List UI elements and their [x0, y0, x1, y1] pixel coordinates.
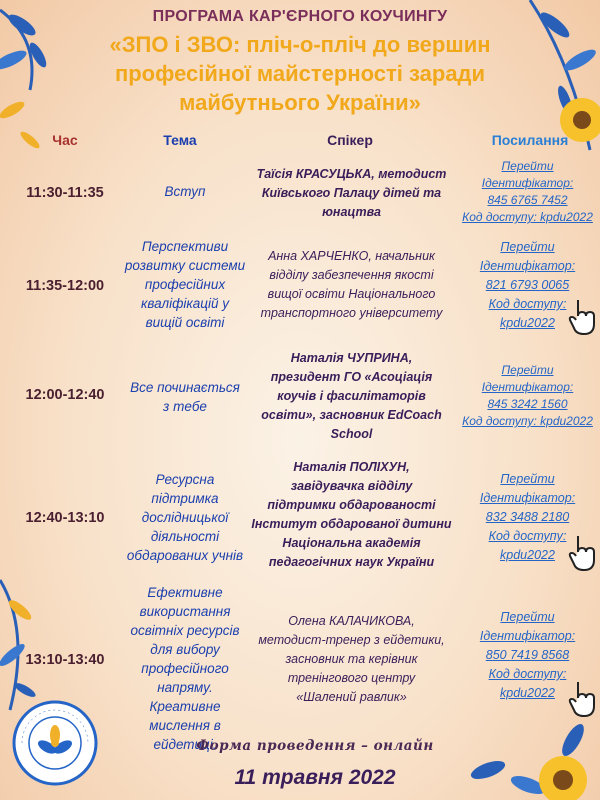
speaker-line: підтримки обдарованості — [267, 498, 436, 512]
passcode[interactable]: Код доступу: kpdu2022 — [462, 210, 593, 224]
row-topic — [120, 583, 250, 754]
speaker-line: Анна ХАРЧЕНКО, начальник — [268, 249, 435, 263]
meeting-id-value[interactable]: 850 7419 8568 — [485, 648, 570, 662]
speaker-line: Таїсія КРАСУЦЬКА, методист — [256, 167, 447, 181]
row-link[interactable] — [455, 362, 600, 430]
passcode-value[interactable]: kpdu2022 — [500, 548, 555, 562]
topic-line: кваліфікацій у — [141, 296, 229, 311]
row-speaker — [245, 165, 458, 222]
row-time: 11:35-12:00 — [25, 278, 105, 294]
topic-line: Перспективи — [141, 239, 229, 254]
speaker-line: транспортного університету — [260, 306, 443, 320]
join-link[interactable]: Перейти — [501, 363, 554, 377]
speaker-line: завідувачка відділу — [290, 479, 413, 493]
passcode-label[interactable]: Код доступу: — [488, 529, 567, 543]
meeting-id-value[interactable]: 845 3242 1560 — [487, 397, 568, 411]
join-link[interactable]: Перейти — [500, 610, 555, 624]
topic-line: Вступ — [164, 184, 206, 199]
topic-line: дослідницької — [141, 510, 229, 525]
row-link[interactable] — [455, 158, 600, 226]
pointing-hand-icon — [568, 678, 600, 718]
column-header-time: Час — [52, 132, 78, 148]
speaker-line: коучів і фасилітаторів — [277, 389, 426, 403]
topic-line: напряму. Креативне — [149, 680, 221, 714]
topic-line: Ефективне — [147, 585, 223, 600]
join-link[interactable]: Перейти — [501, 159, 554, 173]
row-topic — [120, 237, 250, 332]
meeting-id-value[interactable]: 845 6765 7452 — [487, 193, 568, 207]
meeting-id-label[interactable]: Ідентифікатор: — [479, 629, 576, 643]
palace-logo-seal — [12, 700, 98, 786]
speaker-line: освіти», засновник EdCoach — [261, 408, 442, 422]
row-speaker — [245, 247, 458, 323]
topic-line: мислення в — [149, 718, 221, 733]
speaker-line: педагогічних наук України — [268, 555, 435, 569]
event-format: Форма проведення – онлайн — [196, 738, 434, 754]
join-link[interactable]: Перейти — [500, 472, 555, 486]
meeting-id-label[interactable]: Ідентифікатор: — [481, 176, 574, 190]
meeting-id-label[interactable]: Ідентифікатор: — [479, 491, 576, 505]
meeting-id-value[interactable]: 821 6793 0065 — [485, 278, 570, 292]
program-title-line: професійної майстерності заради — [114, 61, 486, 86]
topic-line: для вибору — [150, 642, 220, 657]
speaker-line: Олена КАЛАЧИКОВА, — [288, 614, 415, 628]
event-date: 11 травня 2022 — [234, 766, 396, 789]
speaker-line: Наталія ЧУПРИНА, — [290, 351, 413, 365]
program-title-line: майбутнього України» — [179, 90, 421, 115]
row-topic — [120, 182, 250, 201]
column-header-link: Посилання — [491, 132, 569, 148]
speaker-line: Київського Палацу дітей та — [261, 186, 442, 200]
speaker-line: вищої освіти Національного — [267, 287, 436, 301]
row-time: 12:00-12:40 — [25, 387, 105, 403]
passcode-label[interactable]: Код доступу: — [488, 667, 567, 681]
program-title-line: «ЗПО і ЗВО: пліч-о-пліч до вершин — [109, 32, 491, 57]
topic-line: обдарованих учнів — [126, 548, 244, 563]
row-speaker — [245, 349, 458, 444]
meeting-id-label[interactable]: Ідентифікатор: — [479, 259, 576, 273]
leaf-decoration-left-side — [0, 560, 60, 720]
column-header-speaker: Спікер — [327, 132, 373, 148]
topic-line: освітніх ресурсів — [130, 623, 240, 638]
row-speaker — [245, 458, 458, 572]
speaker-line: методист-тренер з ейдетики, — [258, 633, 445, 647]
topic-line: професійних — [144, 277, 226, 292]
speaker-line: президент ГО «Асоціація — [270, 370, 433, 384]
topic-line: ейдетиці. — [153, 737, 217, 752]
topic-line: розвитку системи — [124, 258, 246, 273]
pointing-hand-icon — [568, 296, 600, 336]
topic-line: вищій освіті — [145, 315, 225, 330]
speaker-line: відділу забезпечення якості — [269, 268, 434, 282]
topic-line: підтримка — [151, 491, 219, 506]
row-topic — [120, 378, 250, 416]
row-speaker — [245, 612, 458, 707]
program-subtitle: ПРОГРАМА КАР'ЄРНОГО КОУЧИНГУ — [152, 8, 448, 25]
column-header-topic: Тема — [163, 132, 197, 148]
meeting-id-label[interactable]: Ідентифікатор: — [481, 380, 574, 394]
speaker-line: юнацтва — [322, 205, 381, 219]
row-time: 12:40-13:10 — [25, 510, 105, 526]
topic-line: Ресурсна — [155, 472, 215, 487]
topic-line: використання — [139, 604, 231, 619]
passcode[interactable]: Код доступу: kpdu2022 — [462, 414, 593, 428]
row-time: 11:30-11:35 — [26, 185, 104, 201]
speaker-line: Інститут обдарованої дитини — [251, 517, 452, 531]
speaker-line: засновник та керівник — [285, 652, 418, 666]
speaker-line: School — [330, 427, 373, 441]
passcode-value[interactable]: kpdu2022 — [500, 686, 555, 700]
speaker-line: Наталія ПОЛІХУН, — [293, 460, 410, 474]
topic-line: з тебе — [163, 399, 207, 414]
passcode-label[interactable]: Код доступу: — [488, 297, 567, 311]
speaker-line: Національна академія — [282, 536, 421, 550]
topic-line: Все починається — [130, 380, 240, 395]
join-link[interactable]: Перейти — [500, 240, 555, 254]
row-topic — [120, 470, 250, 565]
topic-line: професійного — [141, 661, 229, 676]
speaker-line: «Шалений равлик» — [296, 690, 407, 704]
meeting-id-value[interactable]: 832 3488 2180 — [485, 510, 570, 524]
speaker-line: тренінгового центру — [287, 671, 416, 685]
passcode-value[interactable]: kpdu2022 — [500, 316, 555, 330]
pointing-hand-icon — [568, 532, 600, 572]
program-title — [60, 30, 540, 117]
row-time: 13:10-13:40 — [25, 652, 105, 668]
topic-line: діяльності — [150, 529, 220, 544]
